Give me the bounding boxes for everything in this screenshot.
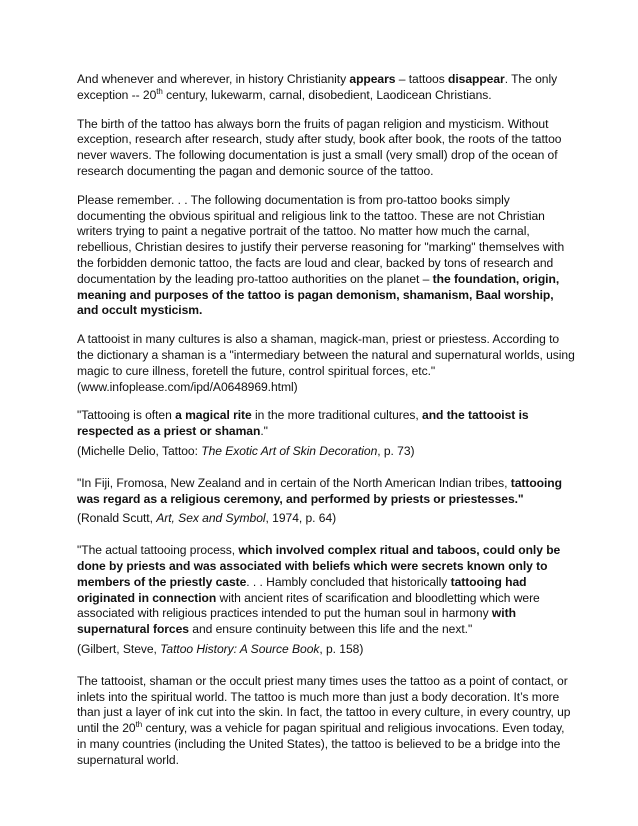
text-run: "In Fiji, Fromosa, New Zealand and in certain of the North American Indian tribes, xyxy=(77,475,511,490)
emphasis-foundation: the foundation, origin, meaning and purposes of the tattoo is pagan demonism, shamanism, Baal worship, and occult mysticism. xyxy=(77,271,560,318)
book-title: The Exotic Art of Skin Decoration xyxy=(201,443,378,458)
paragraph-birth-of-tattoo: The birth of the tattoo has always born the fruits of pagan religion and mysticism. Without exception, research after research, study after study, book after book, the roots of the tattoo never wavers. The following documentation is just a small (very small) drop of the ocean of research documenting the pagan and demonic source of the tattoo. xyxy=(77,116,562,178)
emphasis-religious-ceremony: tattooing was regard as a religious ceremony, and performed by priests or priestesses." xyxy=(77,475,562,506)
text-run: (Michelle Delio, Tattoo: xyxy=(77,443,202,458)
text-run: (Gilbert, Steve, xyxy=(77,641,161,656)
text-run: – tattoos xyxy=(395,72,448,86)
emphasis-priest-shaman: and the tattooist is respected as a priest or shaman xyxy=(77,408,529,439)
text-run: "Tattooing is often xyxy=(77,408,176,423)
text-run: and ensure continuity between this life and the next." xyxy=(188,622,473,637)
text-run: . The only exception -- 20 xyxy=(77,72,558,102)
text-run: century, lukewarm, carnal, disobedient, Laodicean Christians. xyxy=(162,87,492,102)
text-run: ." xyxy=(260,424,268,439)
paragraph-shaman-definition: A tattooist in many cultures is also a shaman, magick-man, priest or priestess. According to the dictionary a shaman is a "intermediary between the natural and supernatural worlds, using magic to cure illness, foretell the future, control spiritual forces, etc." (www.infoplease.com/ipd/A0648969.html) xyxy=(77,332,575,394)
superscript: th xyxy=(135,720,143,730)
text-run: "The actual tattooing process, xyxy=(77,543,239,558)
superscript: th xyxy=(156,86,163,96)
paragraph-intro xyxy=(77,72,577,104)
book-title: Tattoo History: A Source Book xyxy=(160,641,320,656)
text-run: The tattooist, shaman or the occult priest many times uses the tattoo as a point of contact, or inlets into the spiritual world. The tattoo is much more than just a body decoration. It’s more than just a layer of ink cut into the skin. In fact, the tattoo in every culture, in every country, up until the 20 xyxy=(77,673,571,736)
quote-delio xyxy=(77,408,577,440)
document-page xyxy=(77,72,577,781)
text-run: And whenever and wherever, in history Christianity xyxy=(77,72,350,86)
paragraph-please-remember xyxy=(77,193,577,319)
text-run: (Ronald Scutt, xyxy=(77,511,157,526)
text-run: in the more traditional cultures, xyxy=(251,408,423,423)
text-run: century, was a vehicle for pagan spiritual and religious invocations. Even today, in many countries (including the United States), the tattoo is believed to be a bridge into the supernatural world. xyxy=(77,721,565,767)
emphasis-appears: appears xyxy=(349,72,396,86)
citation-gilbert xyxy=(77,642,577,658)
text-run: . . . Hambly concluded that historically xyxy=(246,574,451,589)
emphasis-magical-rite: a magical rite xyxy=(175,408,252,423)
quote-gilbert xyxy=(77,543,577,638)
text-run: , 1974, p. 64) xyxy=(265,511,337,526)
text-run: , p. 158) xyxy=(319,641,364,656)
text-run: Please remember. . . The following documentation is from pro-tattoo books simply documenting the obvious spiritual and religious link to the tattoo. These are not Christian writers trying to paint a negative portrait of the tattoo. No matter how much the carnal, rebellious, Christian desires to justify their perverse reasoning for "marking" themselves with the forbidden demonic tattoo, the facts are loud and clear, backed by tons of research and documentation by the leading pro-tattoo authorities on the planet – xyxy=(77,192,565,286)
emphasis-complex-ritual: which involved complex ritual and taboos, could only be done by priests and was associated with beliefs which were secrets known only to members of the priestly caste xyxy=(77,543,561,589)
text-run: with ancient rites of scarification and bloodletting which were associated with religious practices intended to put the human soul in harmony xyxy=(77,590,540,621)
quote-scutt xyxy=(77,476,577,508)
emphasis-origin: tattooing had originated in connection xyxy=(77,574,527,605)
citation-delio xyxy=(77,444,577,460)
citation-scutt xyxy=(77,511,577,527)
emphasis-disappear: disappear xyxy=(448,72,505,86)
emphasis-supernatural: with supernatural forces xyxy=(77,606,516,637)
book-title: Art, Sex and Symbol xyxy=(156,511,266,526)
text-run: , p. 73) xyxy=(377,443,415,458)
paragraph-point-of-contact xyxy=(77,674,577,769)
